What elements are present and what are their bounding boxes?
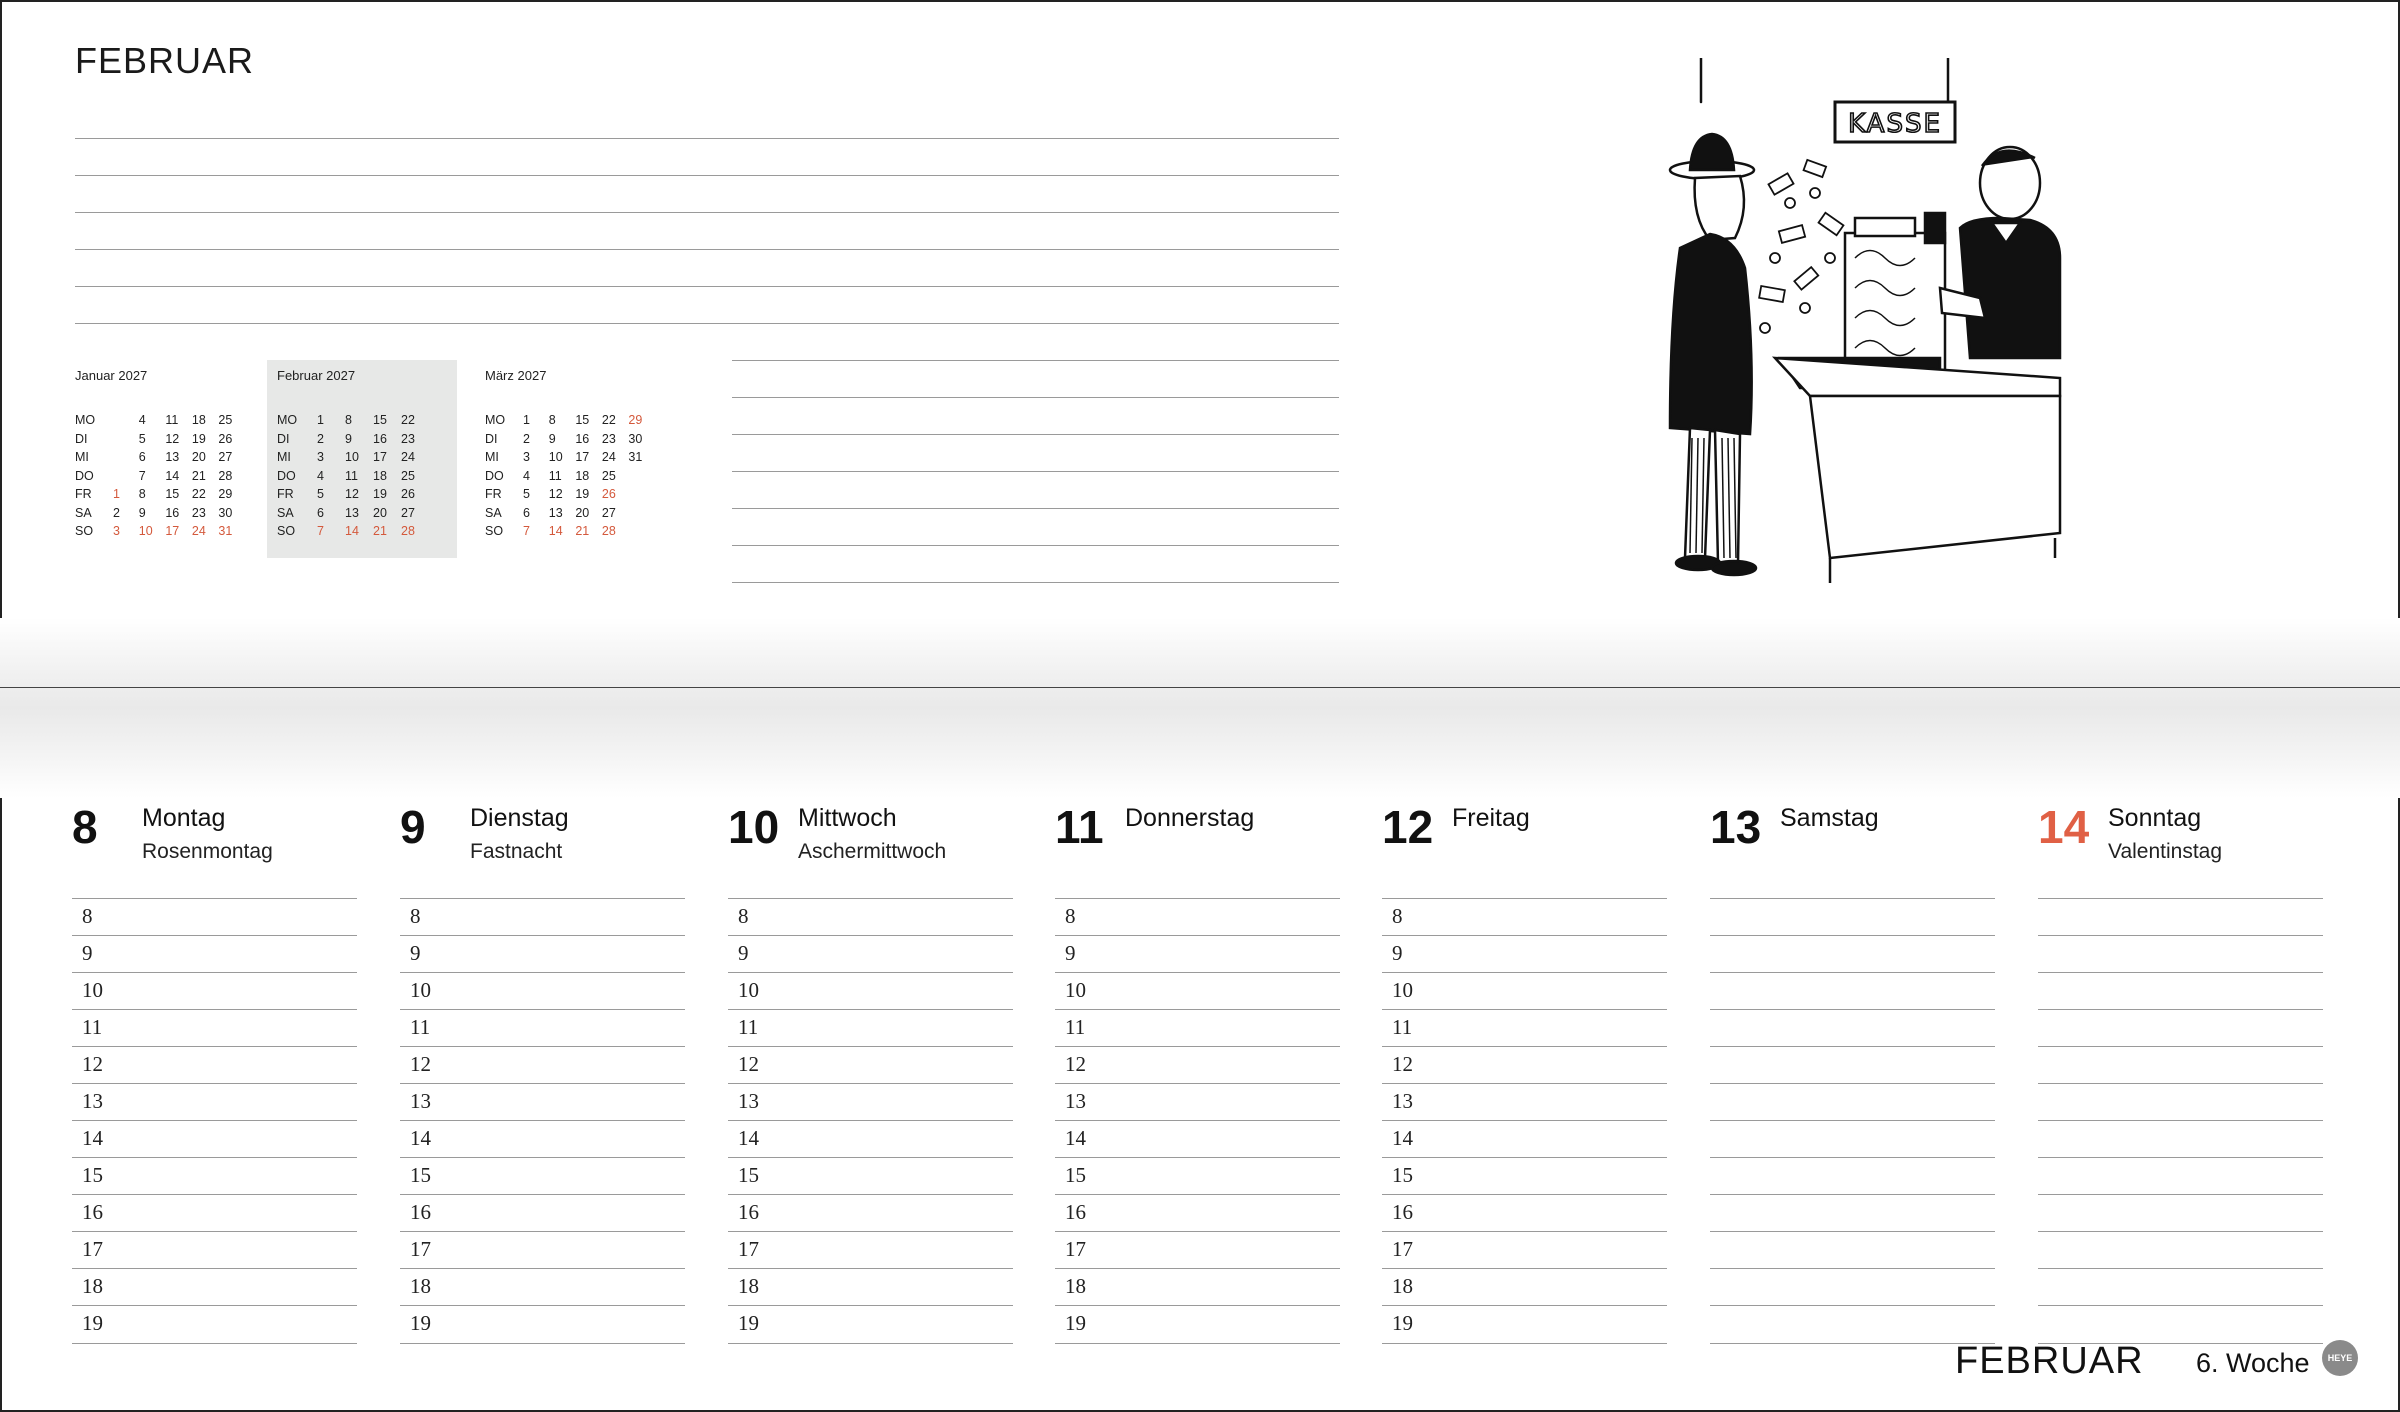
weekday-abbr: SA <box>277 505 294 520</box>
weekday-abbr: MO <box>75 413 96 428</box>
time-slot[interactable]: 8 <box>400 898 685 935</box>
day-holiday: Aschermittwoch <box>798 840 947 863</box>
day-number: 9 <box>400 801 426 853</box>
day-number: 12 <box>1382 801 1434 853</box>
time-slot[interactable]: 15 <box>1382 1157 1667 1194</box>
publisher-logo: HEYE <box>2322 1340 2358 1376</box>
time-slot[interactable] <box>1710 1009 1995 1046</box>
weekday-abbr: MO <box>485 413 506 428</box>
time-slot[interactable]: 17 <box>72 1231 357 1268</box>
calendar-date: 18 <box>575 468 590 483</box>
weekday-abbr: MI <box>485 450 499 465</box>
time-slots <box>1710 898 1995 1344</box>
mini-calendar-grid <box>485 411 655 541</box>
calendar-date: 26 <box>218 431 233 446</box>
time-slot[interactable]: 16 <box>72 1194 357 1231</box>
calendar-date: 3 <box>522 450 530 465</box>
time-slot[interactable]: 13 <box>1382 1083 1667 1120</box>
spiral-binding <box>0 618 2400 798</box>
mini-calendar-january <box>65 360 255 558</box>
calendar-date: 10 <box>345 450 359 465</box>
weekday-abbr: SO <box>485 524 504 539</box>
calendar-date: 26 <box>401 487 415 502</box>
time-slot[interactable]: 12 <box>728 1046 1013 1083</box>
time-slot[interactable] <box>1710 1194 1995 1231</box>
calendar-date: 7 <box>138 468 146 483</box>
calendar-date: 26 <box>601 487 616 502</box>
time-slot[interactable]: 19 <box>1055 1305 1340 1344</box>
mini-calendar-row <box>485 467 655 486</box>
weekday-abbr: DO <box>277 468 296 483</box>
calendar-date: 24 <box>401 450 415 465</box>
time-slot[interactable]: 14 <box>1055 1120 1340 1157</box>
mini-calendar-row <box>277 504 429 523</box>
time-slot[interactable]: 16 <box>728 1194 1013 1231</box>
footer-week: 6. Woche <box>2196 1348 2310 1378</box>
mini-calendar-row <box>75 430 245 449</box>
calendar-date: 15 <box>575 413 590 428</box>
calendar-date: 23 <box>401 431 415 446</box>
time-slot[interactable] <box>2038 1120 2323 1157</box>
mini-calendar-row <box>75 485 245 504</box>
mini-calendar-row <box>277 411 429 430</box>
time-slot[interactable]: 9 <box>72 935 357 972</box>
time-slot[interactable]: 18 <box>1055 1268 1340 1305</box>
calendar-date: 5 <box>317 487 324 502</box>
calendar-date: 22 <box>601 413 616 428</box>
calendar-date: 28 <box>218 468 233 483</box>
notes-lines-top <box>75 138 1339 324</box>
calendar-date: 30 <box>218 505 233 520</box>
calendar-date <box>628 485 655 504</box>
calendar-date: 4 <box>522 468 530 483</box>
calendar-date: 22 <box>191 487 206 502</box>
time-slot[interactable]: 19 <box>400 1305 685 1344</box>
calendar-date: 14 <box>548 524 563 539</box>
time-slot[interactable]: 8 <box>728 898 1013 935</box>
time-slots <box>1382 898 1667 1344</box>
calendar-date: 20 <box>373 505 387 520</box>
time-slot[interactable]: 18 <box>72 1268 357 1305</box>
time-slot[interactable]: 12 <box>1382 1046 1667 1083</box>
time-slot[interactable]: 17 <box>728 1231 1013 1268</box>
day-number: 8 <box>72 801 98 853</box>
mini-calendar-row <box>485 485 655 504</box>
time-slot[interactable] <box>1710 1305 1995 1344</box>
weekday-abbr: FR <box>485 487 502 502</box>
notes-lines-right <box>732 324 1339 583</box>
calendar-date: 19 <box>575 487 590 502</box>
calendar-date: 16 <box>373 431 387 446</box>
mini-calendar-row <box>75 448 245 467</box>
mini-calendar-row <box>485 504 655 523</box>
time-slot[interactable]: 9 <box>1055 935 1340 972</box>
calendar-date: 19 <box>373 487 387 502</box>
calendar-date: 7 <box>522 524 530 539</box>
calendar-date: 21 <box>575 524 590 539</box>
day-name: Montag <box>142 804 226 832</box>
time-slot[interactable]: 8 <box>1055 898 1340 935</box>
calendar-date: 11 <box>548 468 562 483</box>
time-slot[interactable]: 11 <box>728 1009 1013 1046</box>
mini-calendar-february <box>267 360 457 558</box>
weekday-abbr: MO <box>277 413 298 428</box>
calendar-date: 23 <box>601 431 616 446</box>
mini-calendar-row <box>277 485 429 504</box>
time-slot[interactable] <box>2038 898 2323 935</box>
calendar-date: 14 <box>165 468 180 483</box>
weekday-abbr: SA <box>485 505 502 520</box>
calendar-date: 11 <box>165 413 179 428</box>
calendar-date: 8 <box>138 487 146 502</box>
calendar-date: 7 <box>317 524 324 539</box>
calendar-date: 5 <box>522 487 530 502</box>
calendar-date: 19 <box>191 431 206 446</box>
time-slot[interactable]: 15 <box>1055 1157 1340 1194</box>
cartoon-illustration <box>1640 58 2080 588</box>
calendar-date: 18 <box>373 468 387 483</box>
mini-calendar-row <box>277 448 429 467</box>
mini-calendar-row <box>277 522 429 541</box>
calendar-date: 8 <box>345 413 352 428</box>
calendar-date <box>113 430 139 449</box>
time-slot[interactable] <box>2038 1046 2323 1083</box>
mini-calendar-grid <box>75 411 245 541</box>
mini-calendar-title: Januar 2027 <box>75 368 148 383</box>
calendar-date: 16 <box>575 431 590 446</box>
time-slot[interactable]: 12 <box>400 1046 685 1083</box>
time-slot[interactable] <box>2038 935 2323 972</box>
calendar-date: 13 <box>345 505 359 520</box>
calendar-date: 18 <box>191 413 206 428</box>
time-slot[interactable]: 11 <box>1055 1009 1340 1046</box>
day-holiday: Valentinstag <box>2108 840 2223 863</box>
day-number: 11 <box>1055 801 1104 853</box>
calendar-date: 6 <box>522 505 530 520</box>
calendar-date <box>113 448 139 467</box>
mini-calendar-title: März 2027 <box>485 368 547 383</box>
time-slot[interactable] <box>2038 1305 2323 1344</box>
calendar-date: 5 <box>138 431 146 446</box>
time-slot[interactable] <box>2038 1157 2323 1194</box>
calendar-date: 8 <box>548 413 556 428</box>
calendar-date: 20 <box>191 450 206 465</box>
weekday-abbr: DO <box>75 468 94 483</box>
calendar-date: 17 <box>575 450 590 465</box>
calendar-date: 6 <box>317 505 324 520</box>
time-slot[interactable] <box>2038 1194 2323 1231</box>
calendar-date <box>113 467 139 486</box>
time-slot[interactable]: 9 <box>728 935 1013 972</box>
time-slot[interactable]: 9 <box>400 935 685 972</box>
binding-seam <box>0 687 2400 688</box>
time-slot[interactable]: 17 <box>400 1231 685 1268</box>
time-slot[interactable]: 10 <box>728 972 1013 1009</box>
time-slot[interactable]: 10 <box>1055 972 1340 1009</box>
calendar-date: 1 <box>522 413 530 428</box>
time-slot[interactable] <box>2038 1009 2323 1046</box>
day-holiday: Fastnacht <box>470 840 563 863</box>
footer-month: FEBRUAR <box>1955 1340 2144 1382</box>
calendar-date: 28 <box>401 524 415 539</box>
mini-calendar-row <box>485 448 655 467</box>
calendar-date: 13 <box>548 505 563 520</box>
weekday-abbr: SO <box>75 524 94 539</box>
calendar-date: 2 <box>522 431 530 446</box>
mini-calendar-row <box>485 522 655 541</box>
time-slot[interactable]: 14 <box>400 1120 685 1157</box>
calendar-date <box>628 504 655 523</box>
weekday-abbr: MI <box>75 450 89 465</box>
time-slot[interactable]: 13 <box>400 1083 685 1120</box>
time-slot[interactable]: 17 <box>1055 1231 1340 1268</box>
calendar-date: 23 <box>191 505 206 520</box>
time-slot[interactable]: 10 <box>400 972 685 1009</box>
mini-calendar-row <box>75 504 245 523</box>
time-slots <box>2038 898 2323 1344</box>
day-number: 14 <box>2038 801 2090 853</box>
time-slot[interactable]: 19 <box>72 1305 357 1344</box>
calendar-date: 29 <box>628 413 643 428</box>
day-name: Donnerstag <box>1125 804 1255 832</box>
calendar-date: 25 <box>401 468 415 483</box>
calendar-date: 10 <box>548 450 563 465</box>
calendar-date: 1 <box>112 487 120 502</box>
time-slot[interactable]: 14 <box>1382 1120 1667 1157</box>
time-slot[interactable] <box>1710 1268 1995 1305</box>
time-slot[interactable]: 15 <box>72 1157 357 1194</box>
calendar-date: 21 <box>373 524 387 539</box>
calendar-date: 6 <box>138 450 146 465</box>
time-slot[interactable]: 9 <box>1382 935 1667 972</box>
time-slot[interactable]: 8 <box>1382 898 1667 935</box>
mini-calendar-row <box>75 467 245 486</box>
day-number: 10 <box>728 801 780 853</box>
time-slot[interactable]: 10 <box>72 972 357 1009</box>
calendar-date: 9 <box>138 505 146 520</box>
calendar-date: 15 <box>165 487 180 502</box>
time-slot[interactable] <box>2038 1268 2323 1305</box>
time-slot[interactable]: 13 <box>72 1083 357 1120</box>
time-slot[interactable]: 15 <box>400 1157 685 1194</box>
calendar-date: 24 <box>601 450 616 465</box>
mini-calendar-row <box>485 411 655 430</box>
time-slot[interactable] <box>1710 1231 1995 1268</box>
calendar-date: 11 <box>345 468 358 483</box>
calendar-date: 21 <box>191 468 206 483</box>
weekday-abbr: SA <box>75 505 92 520</box>
calendar-date: 1 <box>317 413 324 428</box>
calendar-date: 27 <box>601 505 616 520</box>
day-name: Samstag <box>1780 804 1879 832</box>
weekday-abbr: DI <box>277 431 290 446</box>
calendar-date: 3 <box>112 524 120 539</box>
time-slot[interactable]: 10 <box>1382 972 1667 1009</box>
time-slots <box>728 898 1013 1344</box>
time-slot[interactable]: 19 <box>1382 1305 1667 1344</box>
calendar-date: 25 <box>218 413 233 428</box>
calendar-date: 2 <box>317 431 324 446</box>
calendar-date: 28 <box>601 524 616 539</box>
time-slot[interactable]: 18 <box>400 1268 685 1305</box>
time-slot[interactable]: 14 <box>72 1120 357 1157</box>
calendar-date: 9 <box>345 431 352 446</box>
time-slot[interactable] <box>2038 972 2323 1009</box>
mini-calendar-title: Februar 2027 <box>277 368 356 383</box>
time-slot[interactable]: 11 <box>400 1009 685 1046</box>
time-slot[interactable]: 18 <box>728 1268 1013 1305</box>
weekday-abbr: DI <box>75 431 88 446</box>
weekday-abbr: DI <box>485 431 498 446</box>
calendar-date: 10 <box>138 524 153 539</box>
mini-calendar-row <box>75 522 245 541</box>
calendar-date: 12 <box>165 431 180 446</box>
calendar-date: 9 <box>548 431 556 446</box>
time-slot[interactable]: 13 <box>728 1083 1013 1120</box>
mini-calendar-row <box>75 411 245 430</box>
day-name: Dienstag <box>470 804 569 832</box>
calendar-date: 31 <box>218 524 233 539</box>
calendar-date: 3 <box>317 450 324 465</box>
page-title: FEBRUAR <box>75 40 255 81</box>
time-slot[interactable]: 17 <box>1382 1231 1667 1268</box>
mini-calendar-row <box>485 430 655 449</box>
time-slot[interactable]: 13 <box>1055 1083 1340 1120</box>
day-holiday: Rosenmontag <box>142 840 273 863</box>
weekday-abbr: FR <box>277 487 294 502</box>
time-slot[interactable]: 11 <box>72 1009 357 1046</box>
calendar-date: 27 <box>218 450 233 465</box>
mini-calendar-grid <box>277 411 429 541</box>
calendar-date: 16 <box>165 505 180 520</box>
time-slot[interactable] <box>1710 1157 1995 1194</box>
time-slot[interactable] <box>1710 1083 1995 1120</box>
time-slot[interactable]: 8 <box>72 898 357 935</box>
calendar-date: 2 <box>112 505 120 520</box>
day-name: Sonntag <box>2108 804 2202 832</box>
mini-calendar-row <box>277 430 429 449</box>
weekday-abbr: SO <box>277 524 296 539</box>
calendar-date: 15 <box>373 413 387 428</box>
day-number: 13 <box>1710 801 1762 853</box>
time-slot[interactable]: 12 <box>72 1046 357 1083</box>
time-slot[interactable] <box>1710 935 1995 972</box>
calendar-date: 14 <box>345 524 359 539</box>
calendar-date: 17 <box>373 450 387 465</box>
calendar-date: 31 <box>628 450 643 465</box>
calendar-date: 13 <box>165 450 180 465</box>
calendar-date: 29 <box>218 487 233 502</box>
calendar-date: 20 <box>575 505 590 520</box>
calendar-date: 25 <box>601 468 616 483</box>
time-slot[interactable] <box>1710 1120 1995 1157</box>
mini-calendar-march <box>475 360 665 558</box>
calendar-date <box>628 467 655 486</box>
time-slot[interactable]: 12 <box>1055 1046 1340 1083</box>
calendar-date: 4 <box>138 413 146 428</box>
calendar-date: 30 <box>628 431 643 446</box>
weekday-abbr: MI <box>277 450 291 465</box>
calendar-date: 24 <box>191 524 206 539</box>
time-slot[interactable]: 11 <box>1382 1009 1667 1046</box>
calendar-date: 27 <box>401 505 415 520</box>
day-name: Freitag <box>1452 804 1530 832</box>
time-slot[interactable]: 18 <box>1382 1268 1667 1305</box>
time-slot[interactable]: 16 <box>1382 1194 1667 1231</box>
calendar-date <box>113 411 139 430</box>
calendar-date: 4 <box>317 468 324 483</box>
calendar-date: 17 <box>165 524 180 539</box>
time-slot[interactable]: 14 <box>728 1120 1013 1157</box>
calendar-date: 12 <box>548 487 563 502</box>
time-slot[interactable] <box>1710 1046 1995 1083</box>
time-slot[interactable]: 16 <box>1055 1194 1340 1231</box>
time-slot[interactable] <box>1710 972 1995 1009</box>
time-slots <box>72 898 357 1344</box>
time-slot[interactable]: 15 <box>728 1157 1013 1194</box>
calendar-date: 22 <box>401 413 415 428</box>
day-name: Mittwoch <box>798 804 897 832</box>
time-slot[interactable] <box>1710 898 1995 935</box>
calendar-date <box>628 522 655 541</box>
calendar-date: 12 <box>345 487 359 502</box>
weekday-abbr: FR <box>75 487 92 502</box>
time-slot[interactable]: 19 <box>728 1305 1013 1344</box>
time-slots <box>400 898 685 1344</box>
sign-text: KASSE <box>1848 109 1942 139</box>
mini-calendar-row <box>277 467 429 486</box>
time-slot[interactable] <box>2038 1083 2323 1120</box>
time-slot[interactable]: 16 <box>400 1194 685 1231</box>
time-slot[interactable] <box>2038 1231 2323 1268</box>
time-slots <box>1055 898 1340 1344</box>
weekday-abbr: DO <box>485 468 504 483</box>
